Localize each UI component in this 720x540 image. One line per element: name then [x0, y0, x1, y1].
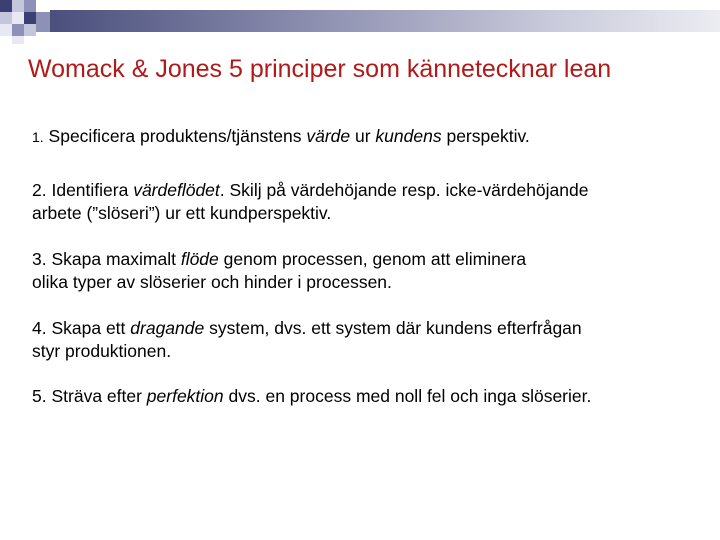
item-text: Specificera produktens/tjänstens [43, 126, 307, 146]
header-gradient-bar [50, 10, 720, 32]
principle-item-5 [32, 385, 702, 408]
item-text: perspektiv. [441, 126, 530, 146]
item-text: olika typer av slöserier och hinder i processen. [32, 272, 392, 292]
item-number: 5. [32, 386, 47, 406]
item-number: 3. [32, 249, 47, 269]
item-text: styr produktionen. [32, 341, 172, 361]
principle-item-1 [32, 125, 702, 149]
item-text: Sträva efter [46, 386, 147, 406]
principle-item-2 [32, 179, 702, 225]
item-text: . Skilj på värdehöjande resp. icke-värdehöjande [219, 180, 589, 200]
item-emphasis: flöde [180, 249, 219, 269]
item-number: 1. [32, 129, 44, 145]
item-emphasis: värdeflödet [133, 180, 220, 200]
item-emphasis: kundens [375, 126, 442, 146]
item-text: Skapa maximalt [46, 249, 181, 269]
item-emphasis: perfektion [146, 386, 224, 406]
item-text: ur [350, 126, 376, 146]
slide-title: Womack & Jones 5 principer som kännetecknar lean [28, 55, 612, 83]
item-number: 4. [32, 318, 47, 338]
principle-item-3 [32, 248, 702, 294]
item-number: 2. [32, 180, 47, 200]
item-text: Identifiera [46, 180, 134, 200]
item-text: system, dvs. ett system där kundens efterfrågan [204, 318, 582, 338]
item-emphasis: värde [306, 126, 351, 146]
item-emphasis: dragande [130, 318, 205, 338]
item-text: genom processen, genom att eliminera [218, 249, 527, 269]
item-text: arbete (”slöseri”) ur ett kundperspektiv. [32, 203, 332, 223]
principles-list [32, 125, 702, 408]
item-text: dvs. en process med noll fel och inga slöserier. [223, 386, 592, 406]
item-text: Skapa ett [46, 318, 131, 338]
principle-item-4 [32, 317, 702, 363]
